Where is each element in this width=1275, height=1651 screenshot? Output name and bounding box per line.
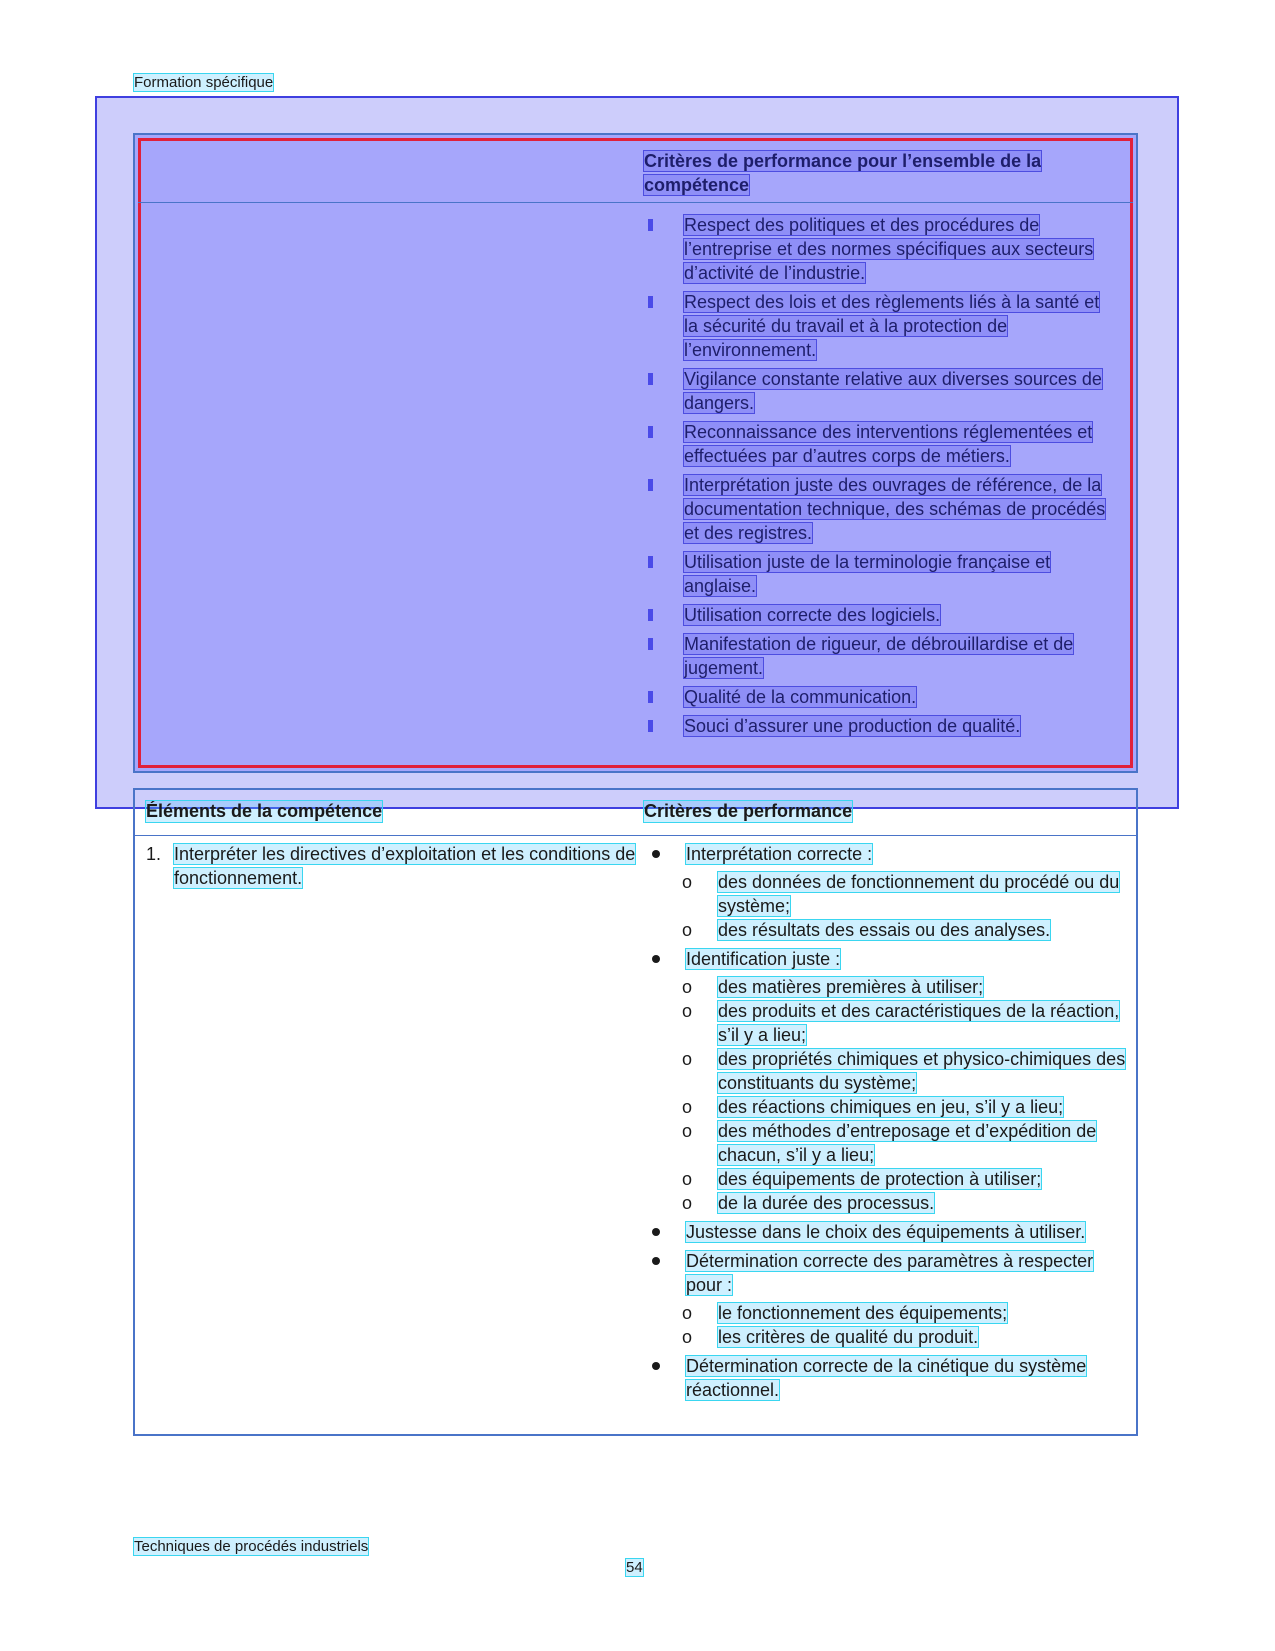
sub-criterion-text: des équipements de protection à utiliser; [718,1169,1042,1189]
element-text: Interpréter les directives d’exploitation et les conditions de fonctionnement. [174,844,636,888]
sub-bullet-icon: o [682,920,693,940]
sub-bullet-icon: o [682,1121,693,1141]
sub-criterion-item [682,1047,1128,1095]
sub-bullet-icon: o [682,977,693,997]
sub-criterion-text: des méthodes d’entreposage et d’expédition de chacun, s’il y a lieu; [718,1121,1097,1165]
criterion-text: Détermination correcte de la cinétique du système réactionnel. [686,1356,1087,1400]
bullet-icon [648,426,653,438]
sub-criterion-item [682,1167,1128,1191]
bullet-icon [648,556,653,568]
bullet-icon [648,691,653,703]
overall-criteria-item [644,367,1114,415]
sub-bullet-icon: o [682,1327,693,1347]
sub-criterion-text: les critères de qualité du produit. [718,1327,979,1347]
overall-criteria-text: Manifestation de rigueur, de débrouillardise et de jugement. [684,634,1074,678]
bullet-icon [652,850,660,858]
criterion-item [648,1220,1128,1244]
divider [135,835,1136,836]
sub-criterion-item [682,918,1128,942]
sub-criterion-item [682,1301,1128,1325]
sub-bullet-icon: o [682,1097,693,1117]
sub-criteria-list [682,1301,1128,1349]
sub-bullet-icon: o [682,872,693,892]
criterion-item [648,1249,1128,1349]
sub-criterion-text: des données de fonctionnement du procédé ou du système; [718,872,1120,916]
sub-criterion-item [682,1191,1128,1215]
sub-bullet-icon: o [682,1001,693,1021]
sub-criterion-item [682,1325,1128,1349]
column-header-criteria: Critères de performance [644,801,853,821]
column-header-elements: Éléments de la compétence [146,801,383,821]
sub-criterion-text: des produits et des caractéristiques de la réaction, s’il y a lieu; [718,1001,1120,1045]
criterion-text: Interprétation correcte : [686,844,873,864]
criterion-item [648,947,1128,1215]
overall-criteria-item [644,685,1114,709]
overall-criteria-item [644,603,1114,627]
bullet-icon [652,1362,660,1370]
sub-criterion-item [682,1095,1128,1119]
overall-criteria-text: Souci d’assurer une production de qualité. [684,716,1021,736]
overall-criteria-item [644,213,1114,285]
overall-criteria-text: Respect des lois et des règlements liés à la santé et la sécurité du travail et à la protection de l’environnement. [684,292,1100,360]
performance-criteria-list [648,842,1128,1407]
bullet-icon [648,638,653,650]
sub-criterion-text: des propriétés chimiques et physico-chimiques des constituants du système; [718,1049,1126,1093]
overall-criteria-item [644,420,1114,468]
overall-criteria-text: Respect des politiques et des procédures de l’entreprise et des normes spécifiques aux secteurs d’activité de l’industrie. [684,215,1094,283]
sub-criterion-item [682,1119,1128,1167]
footer-title: Techniques de procédés industriels [134,1538,369,1555]
overall-criteria-text: Qualité de la communication. [684,687,917,707]
overall-criteria-heading [644,149,1104,197]
criterion-item [648,842,1128,942]
element-number: 1. [146,844,162,864]
bullet-icon [648,720,653,732]
overall-criteria-text: Interprétation juste des ouvrages de référence, de la documentation technique, des schémas de procédés et des registres. [684,475,1106,543]
page-number: 54 [626,1559,643,1576]
sub-criterion-item [682,870,1128,918]
sub-bullet-icon: o [682,1169,693,1189]
criterion-text: Justesse dans le choix des équipements à utiliser. [686,1222,1086,1242]
overall-criteria-item [644,632,1114,680]
overall-criteria-text: Vigilance constante relative aux diverses sources de dangers. [684,369,1102,413]
bullet-icon [652,955,660,963]
divider [138,202,1133,203]
sub-bullet-icon: o [682,1049,693,1069]
bullet-icon [652,1228,660,1236]
overall-criteria-heading-text: Critères de performance pour l’ensemble de la compétence [644,151,1042,195]
sub-bullet-icon: o [682,1193,693,1213]
overall-criteria-list [644,213,1114,743]
sub-bullet-icon: o [682,1303,693,1323]
sub-criterion-item [682,999,1128,1047]
page-header: Formation spécifique [134,74,274,91]
sub-criterion-text: des résultats des essais ou des analyses. [718,920,1051,940]
overall-criteria-item [644,290,1114,362]
sub-criterion-text: des réactions chimiques en jeu, s’il y a lieu; [718,1097,1064,1117]
criterion-text: Détermination correcte des paramètres à respecter pour : [686,1251,1094,1295]
competence-element [146,842,646,890]
bullet-icon [652,1257,660,1265]
sub-criterion-item [682,975,1128,999]
bullet-icon [648,373,653,385]
bullet-icon [648,219,653,231]
overall-criteria-item [644,550,1114,598]
sub-criterion-text: de la durée des processus. [718,1193,935,1213]
overall-criteria-text: Utilisation juste de la terminologie française et anglaise. [684,552,1051,596]
bullet-icon [648,609,653,621]
overall-criteria-item [644,473,1114,545]
sub-criterion-text: des matières premières à utiliser; [718,977,984,997]
overall-criteria-item [644,714,1114,738]
criterion-text: Identification juste : [686,949,841,969]
criterion-item [648,1354,1128,1402]
sub-criterion-text: le fonctionnement des équipements; [718,1303,1008,1323]
bullet-icon [648,479,653,491]
overall-criteria-text: Utilisation correcte des logiciels. [684,605,941,625]
bullet-icon [648,296,653,308]
sub-criteria-list [682,870,1128,942]
sub-criteria-list [682,975,1128,1215]
overall-criteria-text: Reconnaissance des interventions réglementées et effectuées par d’autres corps de métiers. [684,422,1093,466]
